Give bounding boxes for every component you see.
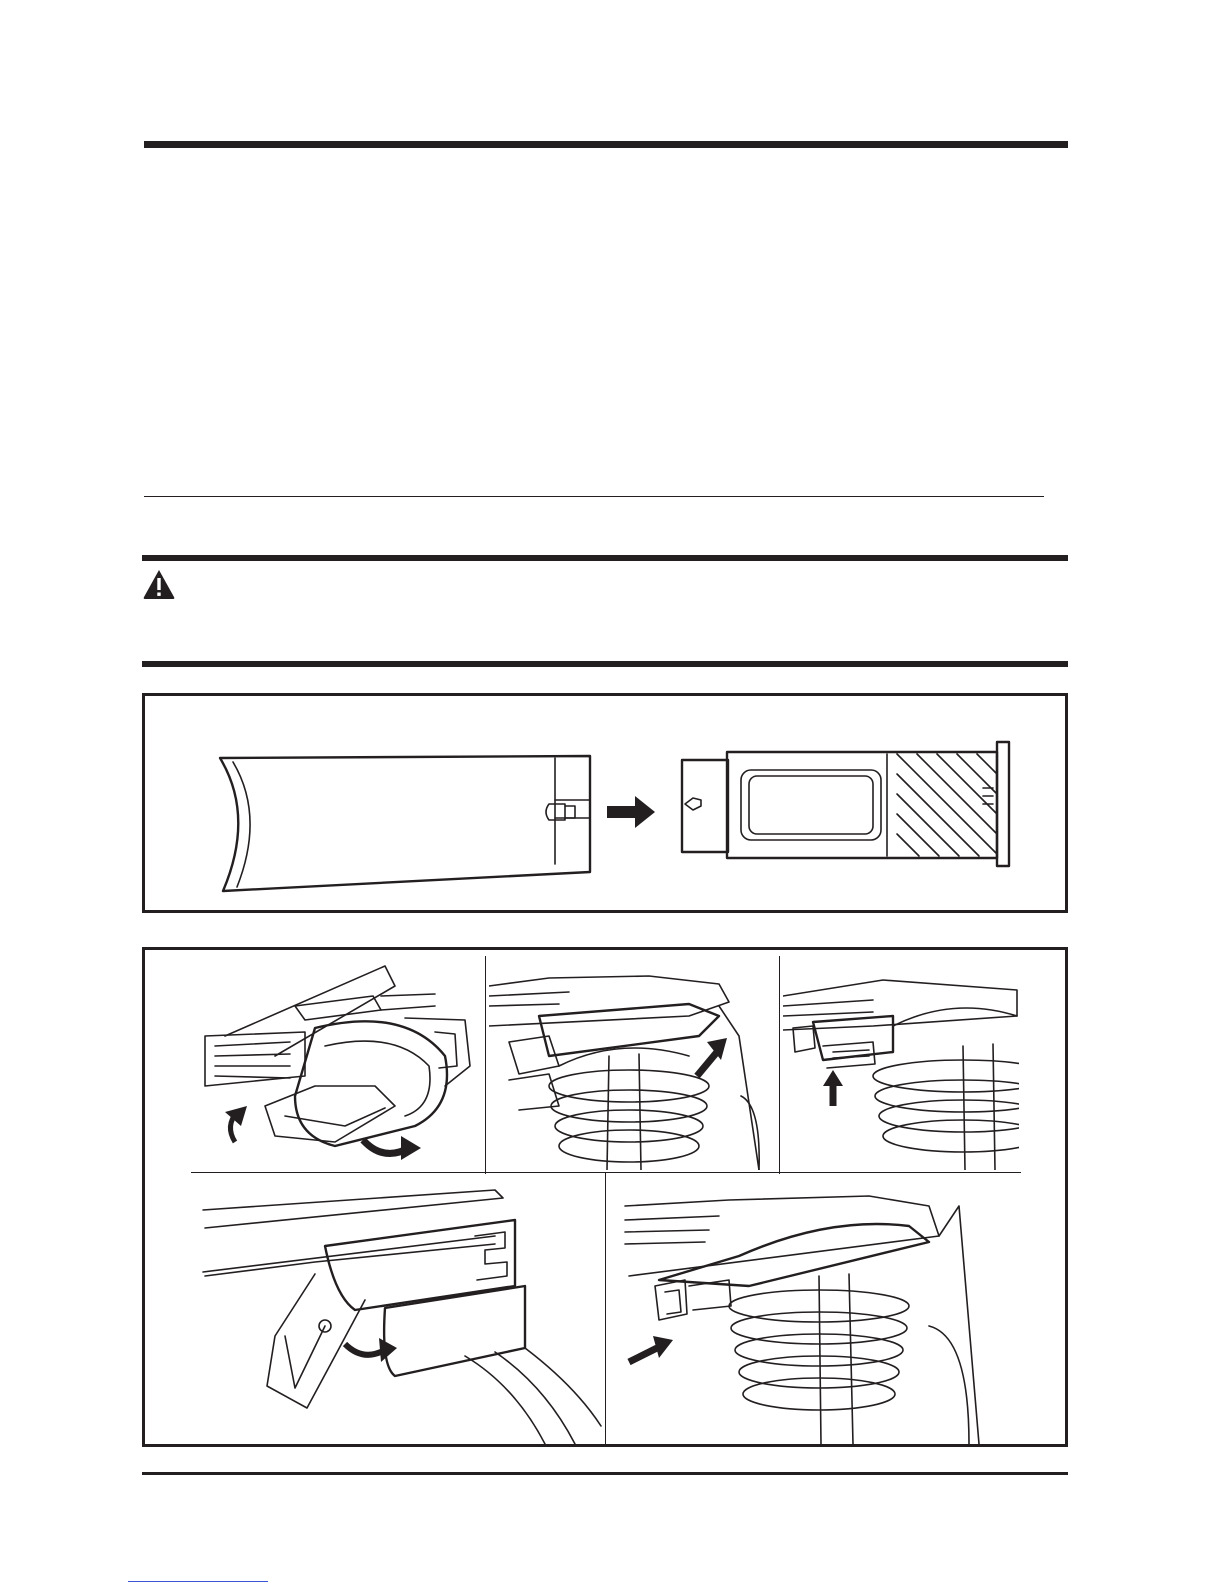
blower-tube-drawing bbox=[220, 756, 590, 891]
figure-bottom bbox=[142, 947, 1068, 1447]
panel-divider bbox=[605, 1172, 606, 1444]
step-3-panel bbox=[783, 956, 1019, 1170]
panel-divider bbox=[779, 956, 780, 1174]
arrow-icon bbox=[607, 796, 655, 828]
tube-conversion-illustration bbox=[145, 696, 1065, 910]
panel-divider bbox=[191, 1172, 1021, 1173]
footer-rule bbox=[142, 1472, 1068, 1475]
step-5-panel bbox=[609, 1176, 1019, 1444]
panel-divider bbox=[485, 956, 486, 1174]
figure-top bbox=[142, 693, 1068, 913]
warning-triangle-icon bbox=[142, 568, 176, 600]
curved-arrow-icon bbox=[345, 1338, 397, 1362]
vacuum-tube-drawing bbox=[682, 742, 1009, 866]
step-4-panel bbox=[195, 1176, 603, 1444]
step-2-panel bbox=[489, 956, 777, 1170]
footer-link-underline bbox=[128, 1581, 268, 1582]
header-rule bbox=[144, 141, 1068, 148]
arrow-icon bbox=[629, 1336, 673, 1362]
step-1-panel bbox=[195, 956, 483, 1170]
arrow-icon bbox=[697, 1038, 727, 1076]
warning-bottom-rule bbox=[142, 661, 1068, 667]
warning-top-rule bbox=[142, 555, 1068, 561]
curved-arrow-icon bbox=[363, 1136, 421, 1160]
curved-arrow-icon bbox=[225, 1106, 247, 1142]
section-separator bbox=[144, 496, 1044, 497]
arrow-icon bbox=[823, 1070, 843, 1106]
